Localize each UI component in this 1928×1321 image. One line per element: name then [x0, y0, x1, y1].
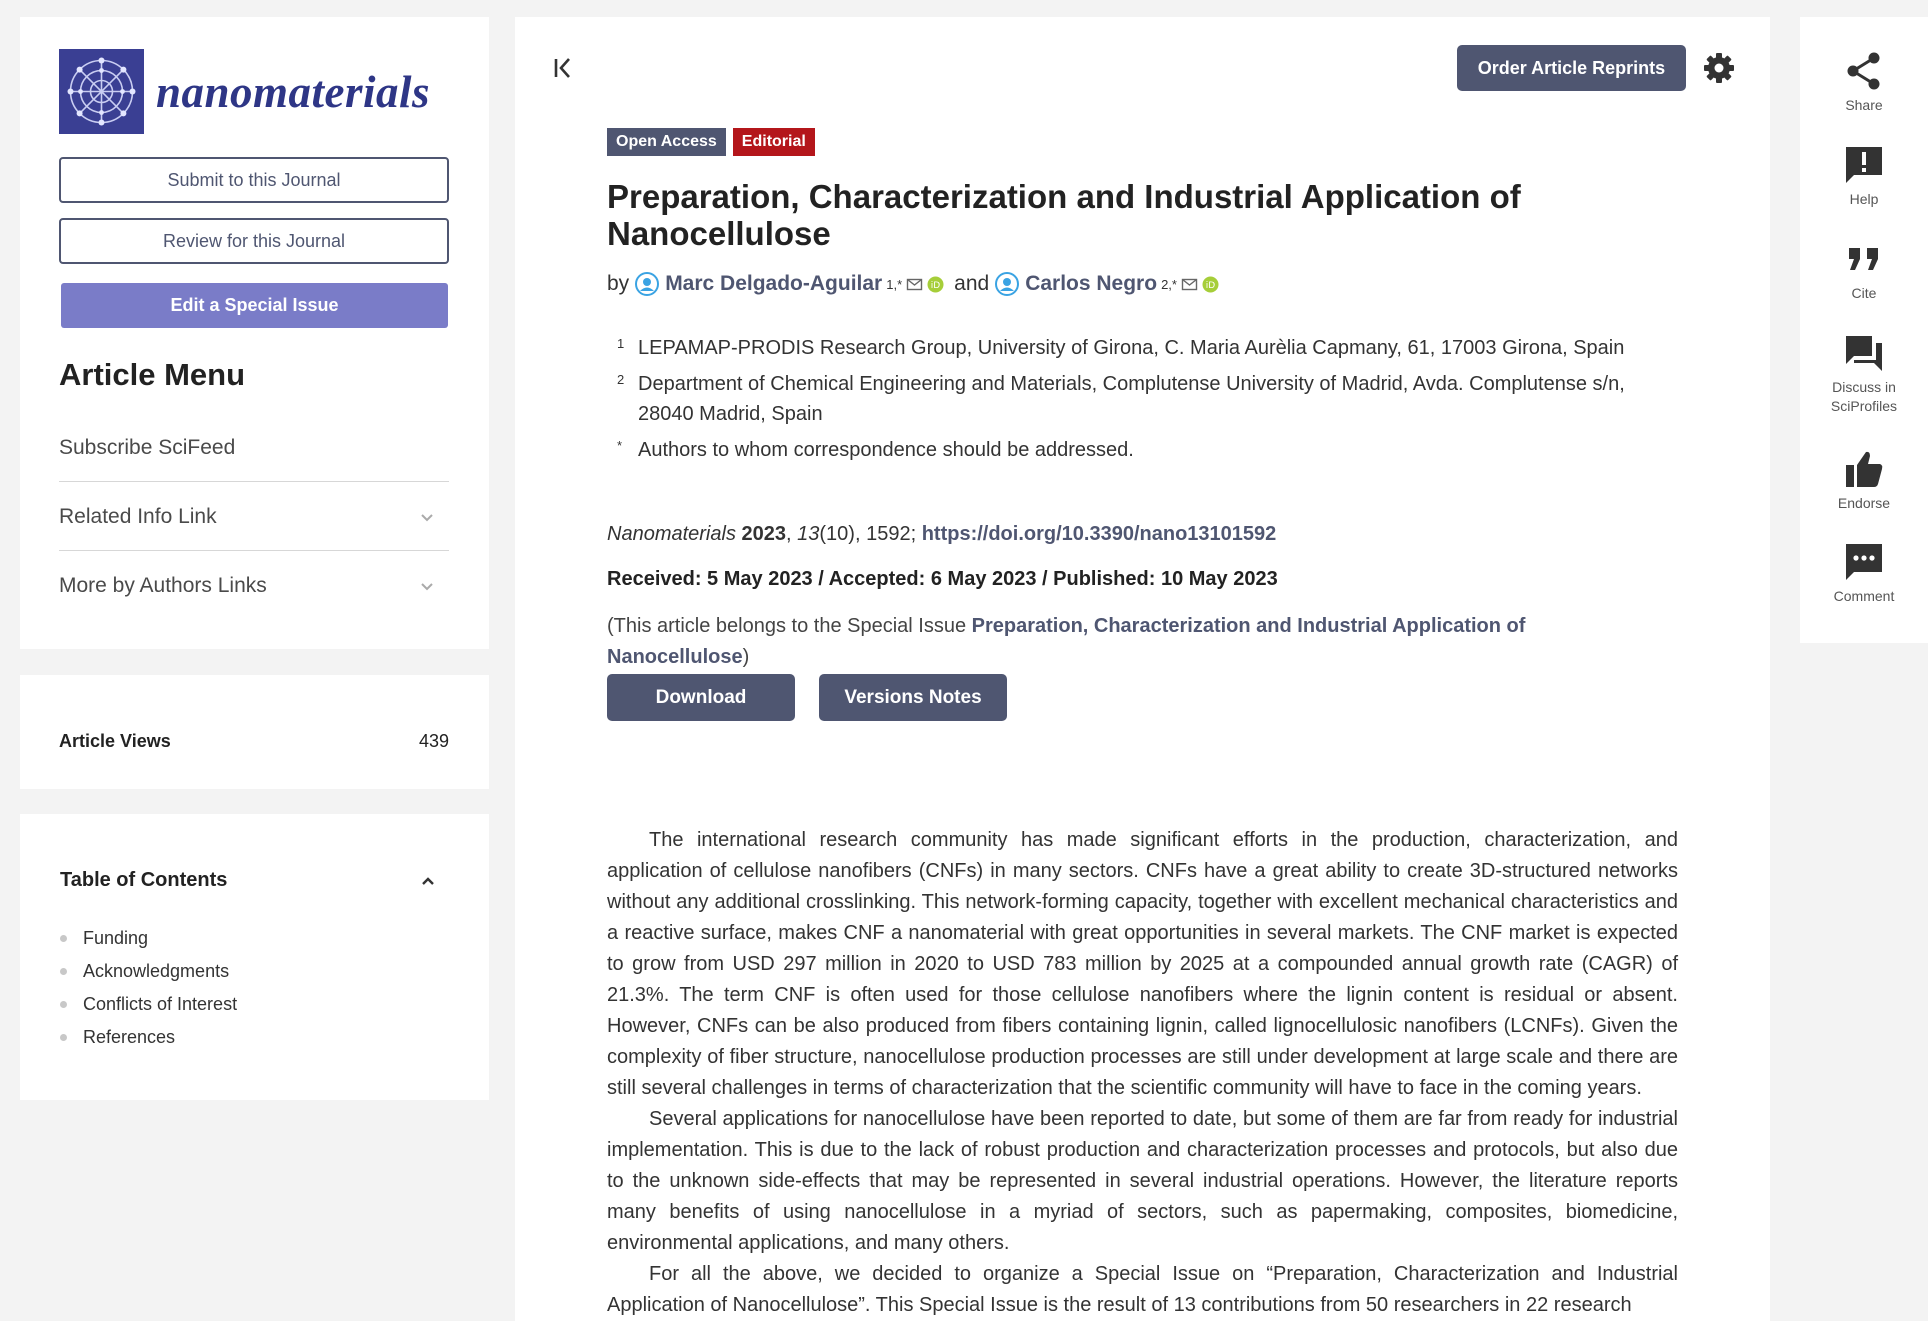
- menu-item-more-by-authors[interactable]: [59, 552, 449, 620]
- orcid-icon[interactable]: [927, 276, 944, 293]
- article-badges: [607, 128, 815, 156]
- review-for-journal-button[interactable]: Review for this Journal: [59, 218, 449, 264]
- article-menu-title: Article Menu: [59, 357, 246, 392]
- affiliation-number: 1: [617, 336, 625, 351]
- doi-link[interactable]: https://doi.org/10.3390/nano13101592: [921, 523, 1277, 545]
- citation-volume: 13: [797, 523, 820, 545]
- article-tools-rail: [1800, 17, 1928, 643]
- article-title: Preparation, Characterization and Industrial Application of Nanocellulose: [607, 178, 1521, 252]
- body-paragraph: Several applications for nanocellulose have been reported to date, but some of them are far from ready for industrial implementation. This is due to the lack of robust production and characterization processes and protocols, but also due to the unknown side-effects that may be represented in several industrial operations. However, the literature reports many benefits of using nanocellulose in a myriad of sectors, such as papermaking, composites, biomedicine, environmental applications, and many others.: [607, 1108, 1678, 1254]
- menu-item-label: Related Info Link: [59, 505, 217, 528]
- toc-item-label: Funding: [83, 928, 149, 948]
- by-label: by: [607, 272, 630, 295]
- author-profile-icon[interactable]: [995, 272, 1019, 296]
- special-issue-prefix: (This article belongs to the Special Issue: [607, 615, 972, 637]
- download-button[interactable]: Download: [607, 674, 795, 721]
- edit-special-issue-button[interactable]: Edit a Special Issue: [61, 283, 448, 328]
- open-access-badge: Open Access: [607, 128, 726, 156]
- affiliation-text: Department of Chemical Engineering and Materials, Complutense University of Madrid, Avda. Complutense s/n, 28040 Madrid, Spain: [638, 373, 1625, 425]
- article-views-label: Article Views: [59, 731, 171, 751]
- article-body: [607, 825, 1678, 1321]
- toc-header[interactable]: [60, 869, 450, 892]
- special-issue-link[interactable]: Preparation, Characterization and Industrial Application of Nanocellulose: [607, 615, 1526, 668]
- and-label: and: [954, 272, 990, 295]
- chevron-down-icon: [419, 578, 435, 594]
- tool-label: Comment: [1833, 588, 1895, 604]
- journal-logo[interactable]: [59, 49, 430, 134]
- special-issue-suffix: ): [742, 646, 750, 668]
- toc-item-references[interactable]: [60, 1021, 237, 1054]
- editorial-badge: Editorial: [733, 128, 815, 156]
- author-affiliation-sup: 1,*: [886, 276, 903, 292]
- cite-icon: [1843, 238, 1885, 280]
- menu-item-label: More by Authors Links: [59, 574, 267, 597]
- email-icon[interactable]: [1181, 276, 1198, 293]
- article-views-count: 439: [418, 731, 449, 751]
- tool-label: Share: [1845, 97, 1883, 113]
- bullet-icon: [60, 935, 67, 942]
- menu-divider: [59, 481, 449, 482]
- svg-text:iD: iD: [930, 280, 941, 291]
- menu-item-subscribe-scifeed[interactable]: [59, 414, 449, 482]
- menu-item-related-info-link[interactable]: [59, 483, 449, 551]
- discuss-in-sciprofiles-button[interactable]: [1800, 332, 1928, 416]
- comment-button[interactable]: [1800, 541, 1928, 606]
- endorse-button[interactable]: [1800, 448, 1928, 513]
- share-button[interactable]: [1800, 50, 1928, 115]
- author-name-link[interactable]: Carlos Negro: [1025, 272, 1158, 295]
- menu-item-label: Subscribe SciFeed: [59, 436, 236, 459]
- bullet-icon: [60, 1001, 67, 1008]
- body-paragraph: For all the above, we decided to organize a Special Issue on “Preparation, Characterization and Industrial Application of Nanocellulose”. This Special Issue is the result of 13 contributions from 50 researchers in 22 research: [607, 1263, 1678, 1316]
- submit-to-journal-button[interactable]: Submit to this Journal: [59, 157, 449, 203]
- affiliation-text: Authors to whom correspondence should be addressed.: [638, 439, 1134, 461]
- article-views-card: [20, 675, 489, 789]
- citation-year: 2023: [741, 523, 787, 545]
- help-icon: [1843, 144, 1885, 186]
- citation-issue-pages: (10), 1592;: [819, 523, 922, 545]
- author-affiliation-sup: 2,*: [1161, 276, 1177, 292]
- citation-line: Nanomaterials 2023, 13(10), 1592; https://doi.org/10.3390/nano13101592: [607, 523, 1277, 545]
- versions-notes-button[interactable]: Versions Notes: [819, 674, 1007, 721]
- toc-title: Table of Contents: [60, 869, 228, 891]
- bullet-icon: [60, 968, 67, 975]
- toc-list: [60, 922, 237, 1054]
- affiliation-text: LEPAMAP-PRODIS Research Group, University of Girona, C. Maria Aurèlia Capmany, 61, 17003 Girona, Spain: [638, 337, 1625, 359]
- email-icon[interactable]: [906, 276, 923, 293]
- tool-label: Endorse: [1837, 495, 1891, 511]
- gear-icon[interactable]: [1701, 50, 1737, 86]
- author-profile-icon[interactable]: [635, 272, 659, 296]
- share-icon: [1843, 50, 1885, 92]
- chevron-down-icon: [419, 509, 435, 525]
- collapse-sidebar-icon[interactable]: [550, 55, 576, 81]
- article-main-card: [515, 17, 1770, 1321]
- help-button[interactable]: [1800, 144, 1928, 209]
- citation-journal: Nanomaterials: [607, 523, 736, 545]
- toc-item-conflicts-of-interest[interactable]: [60, 988, 237, 1021]
- affiliation-number: 2: [617, 372, 625, 387]
- special-issue-note: [607, 611, 1567, 673]
- order-reprints-button[interactable]: Order Article Reprints: [1457, 45, 1686, 91]
- author-line: [607, 272, 1219, 296]
- toc-item-funding[interactable]: [60, 922, 237, 955]
- table-of-contents-card: [20, 814, 489, 1100]
- tool-label: Cite: [1851, 285, 1877, 301]
- orcid-icon[interactable]: [1202, 276, 1219, 293]
- nanomaterials-logo-icon: [59, 49, 144, 134]
- toc-item-label: Conflicts of Interest: [83, 994, 238, 1014]
- toc-item-label: References: [83, 1027, 176, 1047]
- tool-label: Discuss in SciProfiles: [1830, 379, 1898, 414]
- journal-sidebar-card: [20, 17, 489, 649]
- cite-button[interactable]: [1800, 238, 1928, 303]
- body-paragraph: The international research community has made significant efforts in the production, characterization, and application of cellulose nanofibers (CNFs) in many sectors. CNFs have a great ability to create 3D-structured networks without any additional crosslinking. This network-forming capacity, together with excellent mechanical characteristics and a reactive surface, makes CNF a nanomaterial with great opportunities in several markets. The CNF market is expected to grow from USD 297 million in 2020 to USD 783 million by 2025 at a compounded annual growth rate (CAGR) of 21.3%. The term CNF is often used for those cellulose nanofibers where the lignin content is residual or absent. However, CNFs can be also produced from fibers containing lignin, called lignocellulosic nanofibers (LCNFs). Given the complexity of fiber structure, nanocellulose production processes are still under development at large scale and there are still several challenges in terms of characterization that the scientific community will have to face in the coming years.: [607, 829, 1678, 1099]
- article-views-row: [59, 731, 449, 752]
- affiliation-number: *: [617, 438, 623, 453]
- toc-item-acknowledgments[interactable]: [60, 955, 237, 988]
- chevron-up-icon[interactable]: [420, 873, 436, 889]
- svg-text:iD: iD: [1205, 280, 1216, 291]
- tool-label: Help: [1849, 191, 1879, 207]
- menu-divider: [59, 550, 449, 551]
- bullet-icon: [60, 1034, 67, 1041]
- discuss-icon: [1843, 332, 1885, 374]
- author-name-link[interactable]: Marc Delgado-Aguilar: [665, 272, 883, 295]
- toc-item-label: Acknowledgments: [83, 961, 230, 981]
- publication-dates: Received: 5 May 2023 / Accepted: 6 May 2023 / Published: 10 May 2023: [607, 568, 1278, 590]
- journal-name: nanomaterials: [156, 66, 431, 117]
- comment-icon: [1843, 541, 1885, 583]
- endorse-icon: [1843, 448, 1885, 490]
